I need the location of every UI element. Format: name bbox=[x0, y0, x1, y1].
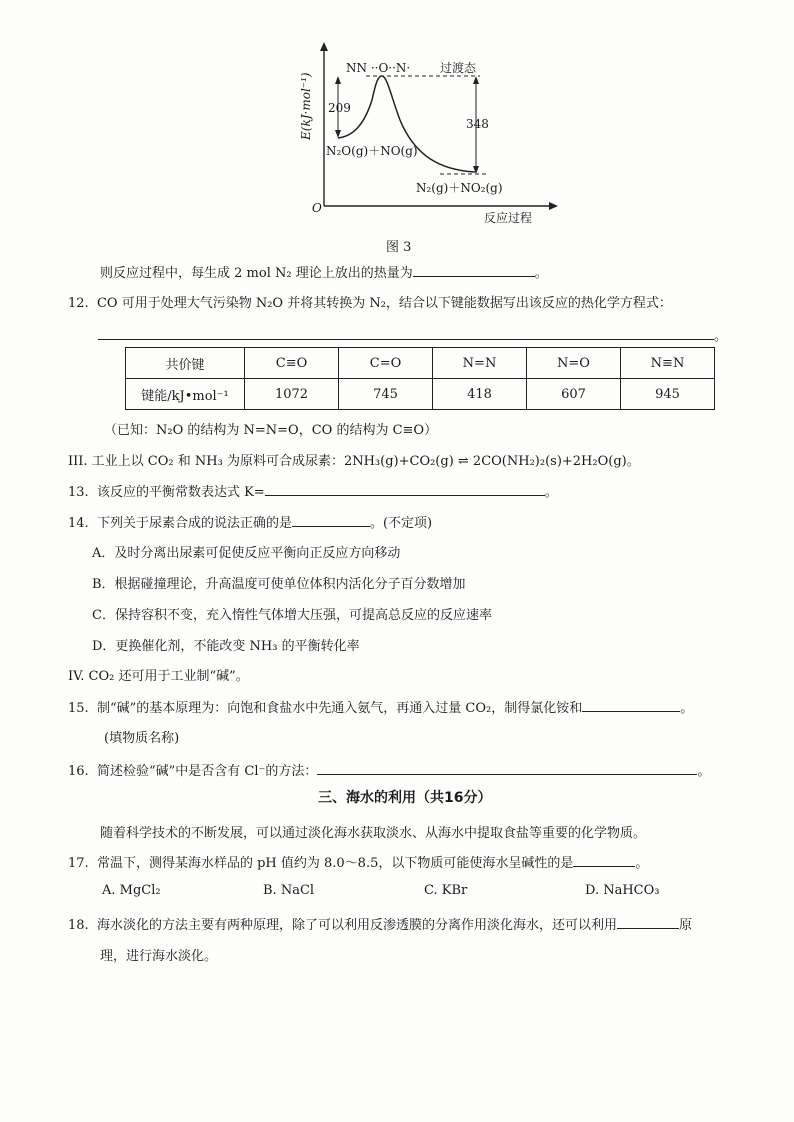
bond-cell: C=O bbox=[339, 348, 433, 379]
energy-cell: 418 bbox=[433, 379, 527, 410]
q14-option-b[interactable]: B．根据碰撞理论，升高温度可使单位体积内活化分子百分数增加 bbox=[92, 577, 466, 592]
figure-caption: 图 3 bbox=[386, 240, 412, 255]
arrow-209-head-bottom bbox=[335, 130, 341, 138]
q13-period: 。 bbox=[544, 485, 558, 500]
q11-period: 。 bbox=[534, 266, 548, 281]
transition-label: 过渡态 bbox=[440, 61, 477, 75]
q12-period: 。 bbox=[714, 329, 728, 344]
q12-text: CO 可用于处理大气污染物 N₂O 并将其转换为 N₂，结合以下键能数据写出该反应的热化学方程式： bbox=[96, 296, 672, 311]
energy-cell: 607 bbox=[527, 379, 621, 410]
x-axis-label: 反应过程 bbox=[484, 211, 533, 225]
reactants-label: N₂O(g)＋NO(g) bbox=[326, 144, 418, 158]
q15-line bbox=[68, 697, 693, 716]
table-header-label: 共价键 bbox=[126, 348, 245, 379]
energy-cell: 945 bbox=[621, 379, 715, 410]
bond-cell: N≡N bbox=[621, 348, 715, 379]
q12-text-line bbox=[68, 292, 672, 311]
q14-answer-blank[interactable] bbox=[292, 514, 370, 527]
table-row-label: 键能/kJ•mol⁻¹ bbox=[126, 379, 245, 410]
q15-answer-blank[interactable] bbox=[582, 699, 680, 712]
q14-option-a[interactable]: A．及时分离出尿素可促使反应平衡向正反应方向移动 bbox=[92, 546, 401, 561]
products-label: N₂(g)＋NO₂(g) bbox=[416, 181, 503, 195]
arrow-348-head-top bbox=[473, 76, 479, 84]
q18-line bbox=[68, 914, 692, 933]
bond-cell: N=O bbox=[527, 348, 621, 379]
q17-text: 常温下，测得某海水样品的 pH 值约为 8.0～8.5，以下物质可能使海水呈碱性的是 bbox=[96, 856, 574, 871]
q11-answer-blank[interactable] bbox=[413, 264, 535, 277]
q16-period: 。 bbox=[697, 764, 711, 779]
q12-note: （已知：N₂O 的结构为 N=N=O，CO 的结构为 C≡O） bbox=[104, 423, 438, 438]
q15-period: 。 bbox=[680, 701, 694, 716]
q12-num: 12. bbox=[68, 296, 89, 311]
energy-b-label: 348 bbox=[466, 117, 489, 131]
q13-num: 13. bbox=[68, 485, 89, 500]
q16-text: 简述检验“碱”中是否含有 Cl⁻的方法： bbox=[96, 764, 318, 779]
q13-answer-blank[interactable] bbox=[265, 483, 545, 496]
energy-cell: 1072 bbox=[245, 379, 339, 410]
q11-tail bbox=[100, 262, 548, 281]
q14-suffix: 。(不定项) bbox=[369, 516, 433, 531]
q17-answer-blank[interactable] bbox=[573, 854, 635, 867]
q14-num: 14. bbox=[68, 516, 89, 531]
y-axis-label: E(kJ·mol⁻¹) bbox=[299, 72, 313, 140]
part3-heading: III. 工业上以 CO₂ 和 NH₃ 为原料可合成尿素：2NH₃(g)+CO₂(g) ⇌ 2CO(NH₂)₂(s)+2H₂O(g)。 bbox=[68, 454, 640, 469]
q14-line bbox=[68, 512, 432, 531]
origin-label: O bbox=[312, 201, 322, 215]
arrow-209-head-top bbox=[335, 76, 341, 84]
q16-num: 16. bbox=[68, 764, 89, 779]
q18-text: 海水淡化的方法主要有两种原理，除了可以利用反渗透膜的分离作用淡化海水，还可以利用 bbox=[96, 918, 617, 933]
peak-label: NN ··O··N· bbox=[346, 61, 411, 75]
q14-text: 下列关于尿素合成的说法正确的是 bbox=[96, 516, 292, 531]
q15-text: 制“碱”的基本原理为：向饱和食盐水中先通入氨气，再通入过量 CO₂，制得氯化铵和 bbox=[96, 701, 583, 716]
q17-line bbox=[68, 852, 648, 871]
q17-option-d[interactable]: D. NaHCO₃ bbox=[585, 883, 660, 898]
energy-diagram bbox=[290, 40, 570, 230]
q17-period: 。 bbox=[635, 856, 649, 871]
q18-num: 18. bbox=[68, 918, 89, 933]
arrow-348-head-bottom bbox=[473, 166, 479, 174]
part4-heading: IV. CO₂ 还可用于工业制“碱”。 bbox=[68, 669, 249, 684]
q14-option-d[interactable]: D．更换催化剂，不能改变 NH₃ 的平衡转化率 bbox=[92, 639, 360, 654]
y-axis-arrow bbox=[320, 42, 328, 51]
q11-text: 则反应过程中，每生成 2 mol N₂ 理论上放出的热量为 bbox=[100, 266, 413, 281]
q17-num: 17. bbox=[68, 856, 89, 871]
q12-answer-blank[interactable] bbox=[98, 327, 714, 340]
q12-answer-line[interactable] bbox=[98, 325, 727, 344]
x-axis-arrow bbox=[549, 202, 558, 210]
energy-cell: 745 bbox=[339, 379, 433, 410]
q17-option-a[interactable]: A. MgCl₂ bbox=[102, 883, 161, 898]
bond-cell: C≡O bbox=[245, 348, 339, 379]
bond-energy-table bbox=[125, 347, 715, 410]
q17-option-b[interactable]: B. NaCl bbox=[263, 883, 315, 898]
table-row bbox=[126, 348, 715, 379]
bond-cell: N=N bbox=[433, 348, 527, 379]
section3-title: 三、海水的利用（共16分） bbox=[318, 790, 492, 806]
energy-a-label: 209 bbox=[328, 101, 351, 115]
q16-answer-blank[interactable] bbox=[317, 762, 697, 775]
q13-line bbox=[68, 481, 558, 500]
q14-option-c[interactable]: C．保持容积不变，充入惰性气体增大压强，可提高总反应的反应速率 bbox=[92, 608, 492, 623]
q18-line2: 理，进行海水淡化。 bbox=[100, 949, 218, 964]
q15-note: (填物质名称) bbox=[104, 731, 180, 746]
q17-option-c[interactable]: C. KBr bbox=[424, 883, 468, 898]
table-row bbox=[126, 379, 715, 410]
q18-answer-blank[interactable] bbox=[617, 916, 679, 929]
q15-num: 15. bbox=[68, 701, 89, 716]
section3-intro: 随着科学技术的不断发展，可以通过淡化海水获取淡水、从海水中提取食盐等重要的化学物质。 bbox=[100, 826, 647, 841]
q16-line bbox=[68, 760, 710, 779]
q18-tail: 原 bbox=[678, 918, 692, 933]
q13-text: 该反应的平衡常数表达式 K= bbox=[96, 485, 265, 500]
